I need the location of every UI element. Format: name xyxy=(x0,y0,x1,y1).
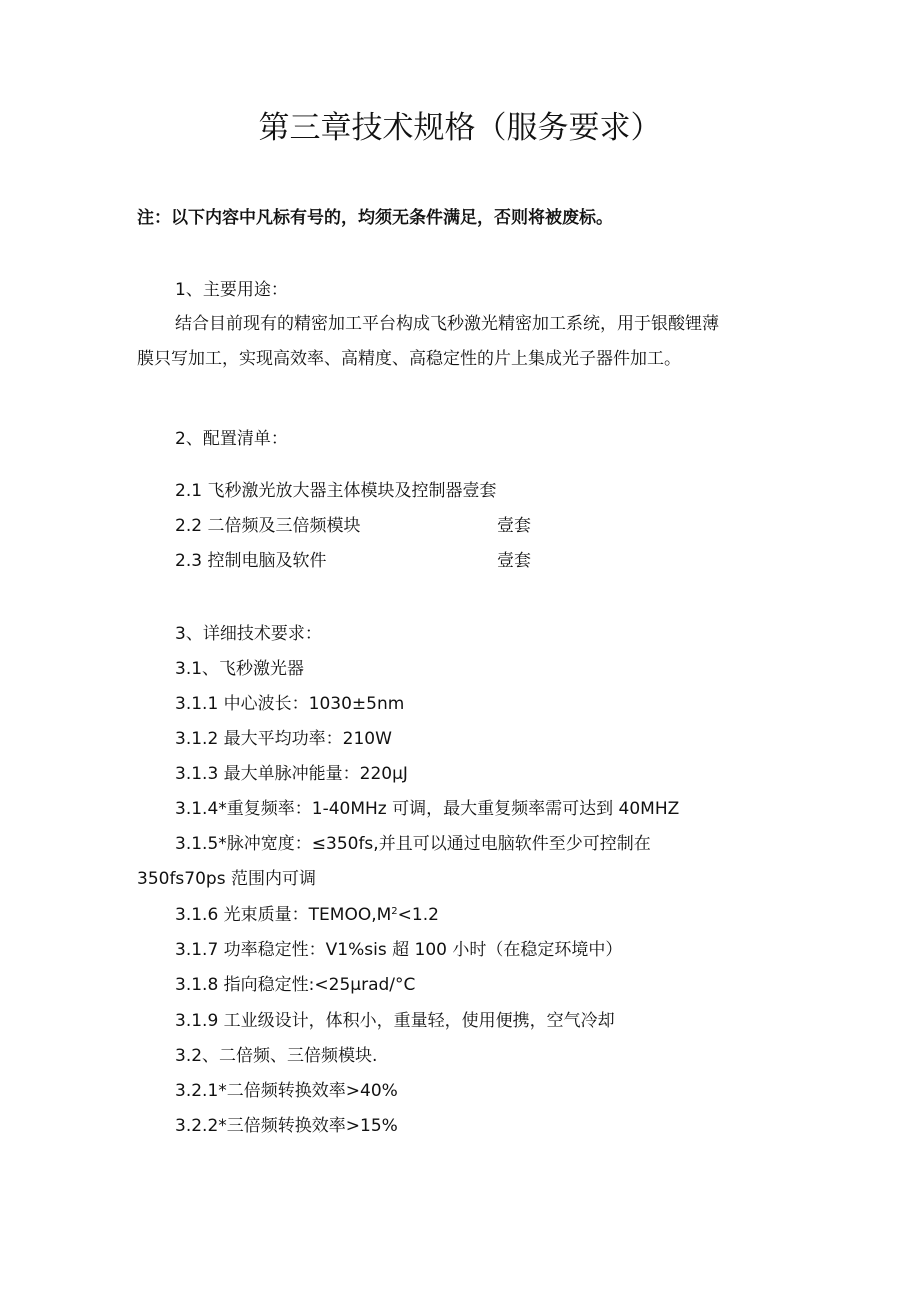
spec-line: 3.1.7 功率稳定性：V1%sis 超 100 小时（在稳定环境中） xyxy=(175,940,623,960)
spec-line: 3.2.1*二倍频转换效率>40% xyxy=(175,1081,398,1101)
spec-line: 3.1.3 最大单脉冲能量：220μJ xyxy=(175,764,408,784)
config-item-label: 2.1 飞秒激光放大器主体模块及控制器壹套 xyxy=(175,481,497,501)
config-item-qty: 壹套 xyxy=(497,516,531,536)
section1-body-line2: 膜只写加工，实现高效率、高精度、高稳定性的片上集成光子器件加工。 xyxy=(137,349,681,369)
beam-quality-prefix: 3.1.6 光束质量：TEMOO,M xyxy=(175,905,392,925)
beam-quality-superscript: 2 xyxy=(391,906,398,917)
spec-line-continuation: 350fs70ps 范围内可调 xyxy=(137,869,316,889)
config-item-label: 2.3 控制电脑及软件 xyxy=(175,551,327,571)
config-item-label: 2.2 二倍频及三倍频模块 xyxy=(175,516,361,536)
section2-heading: 2、配置清单： xyxy=(175,429,288,449)
section1-heading: 1、主要用途： xyxy=(175,280,288,300)
spec-line: 3.1.2 最大平均功率：210W xyxy=(175,729,392,749)
beam-quality-suffix: <1.2 xyxy=(397,905,439,925)
spec-line: 3.1.4*重复频率：1-40MHz 可调，最大重复频率需可达到 40MHZ xyxy=(175,799,680,819)
laser-subheading: 3.1、飞秒激光器 xyxy=(175,659,305,679)
spec-line: 3.2.2*三倍频转换效率>15% xyxy=(175,1116,398,1136)
spec-line-beam-quality xyxy=(175,902,439,928)
section3-heading: 3、详细技术要求： xyxy=(175,624,322,644)
page-title: 第三章技术规格（服务要求） xyxy=(258,110,662,146)
spec-line: 3.1.1 中心波长：1030±5nm xyxy=(175,694,405,714)
config-item-qty: 壹套 xyxy=(497,551,531,571)
harmonic-subheading: 3.2、二倍频、三倍频模块. xyxy=(175,1046,378,1066)
spec-line: 3.1.9 工业级设计，体积小，重量轻，使用便携，空气冷却 xyxy=(175,1011,615,1031)
section1-body-line1: 结合目前现有的精密加工平台构成飞秒激光精密加工系统，用于银酸锂薄 xyxy=(175,314,719,334)
note-text: 注：以下内容中凡标有号的，均须无条件满足，否则将被废标。 xyxy=(137,208,613,228)
spec-line: 3.1.8 指向稳定性:<25μrad/°C xyxy=(175,975,416,995)
spec-line: 3.1.5*脉冲宽度：≤350fs,并且可以通过电脑软件至少可控制在 xyxy=(175,834,651,854)
